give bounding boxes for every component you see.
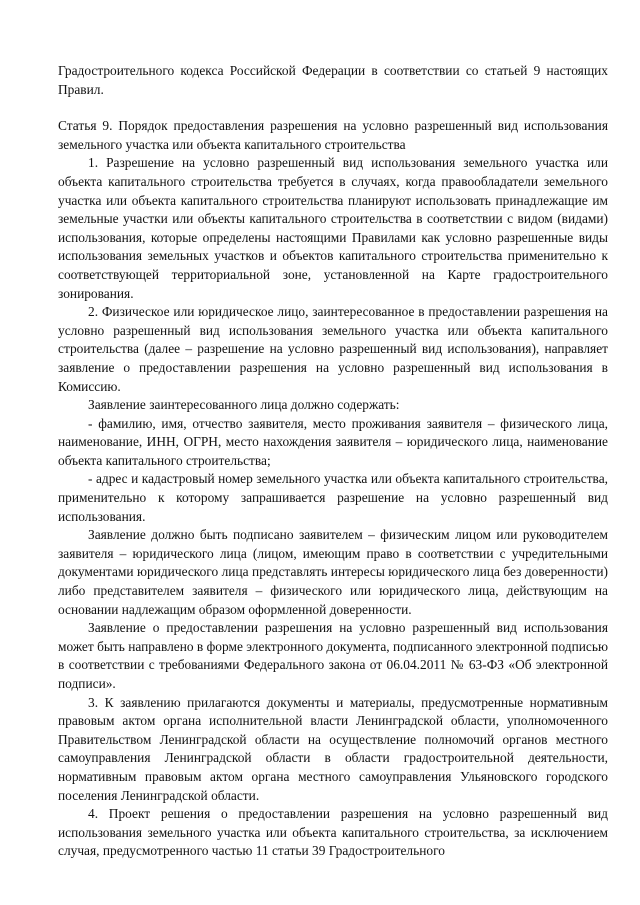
paragraph-5: - адрес и кадастровый номер земельного участка или объекта капитального строительства, применительно к которому запрашивается разрешение на условно разрешенный вид использования. xyxy=(58,471,608,524)
paragraph-2: 2. Физическое или юридическое лицо, заинтересованное в предоставлении разрешения на условно разрешенный вид использования земельного участка или объекта капитального строительства (далее – разрешение на условно разрешенный вид использования), направляет заявление о предоставлении разрешения на условно разрешенный вид использования в Комиссию. xyxy=(58,304,608,394)
paragraph-9: 4. Проект решения о предоставлении разрешения на условно разрешенный вид использования земельного участка или объекта капитального строительства, за исключением случая, предусмотренного частью 11 статьи 39 Градостроительного xyxy=(58,806,608,859)
article-heading: Статья 9. Порядок предоставления разрешения на условно разрешенный вид использования земельного участка или объекта капитального строительства xyxy=(58,118,608,152)
spacer xyxy=(58,99,608,117)
paragraph-8: 3. К заявлению прилагаются документы и материалы, предусмотренные нормативным правовым актом органа исполнительной власти Ленинградской области, уполномоченного Правительством Ленинградской области на осуществление полномочий органов местного самоуправления Ленинградской области в области градостроительной деятельности, нормативным правовым актом органа местного самоуправления Ульяновского городского поселения Ленинградской области. xyxy=(58,694,608,803)
intro-text: Градостроительного кодекса Российской Федерации в соответствии со статьей 9 настоящих Правил. xyxy=(58,63,608,97)
paragraph-4: - фамилию, имя, отчество заявителя, место проживания заявителя – физического лица, наименование, ИНН, ОГРН, место нахождения заявителя – юридического лица, наименование объекта капитального строительства; xyxy=(58,415,608,468)
paragraph-6: Заявление должно быть подписано заявителем – физическим лицом или руководителем заявителя – юридического лица (лицом, имеющим право в соответствии с учредительными документами юридического лица представлять интересы юридического лица без доверенности) либо представителем заявителя – физического или юридического лица, действующим на основании надлежащим образом оформленной доверенности. xyxy=(58,527,608,617)
paragraph-3: Заявление заинтересованного лица должно содержать: xyxy=(88,397,400,413)
paragraph-1: 1. Разрешение на условно разрешенный вид использования земельного участка или объекта капитального строительства требуется в случаях, когда правообладатели земельного участка или объекта капитального строительства планируют использовать принадлежащие им земельные участки или объекты капитального строительства в соответствии с видом (видами) использования, которые определены настоящими Правилами как условно разрешенные виды использования земельных участков и объектов капитального строительства применительно к соответствующей территориальной зоне, установленной на Карте градостроительного зонирования. xyxy=(58,155,608,301)
paragraph-7: Заявление о предоставлении разрешения на условно разрешенный вид использования может быть направлено в форме электронного документа, подписанного электронной подписью в соответствии с требованиями Федерального закона от 06.04.2011 № 63-ФЗ «Об электронной подписи». xyxy=(58,620,608,691)
